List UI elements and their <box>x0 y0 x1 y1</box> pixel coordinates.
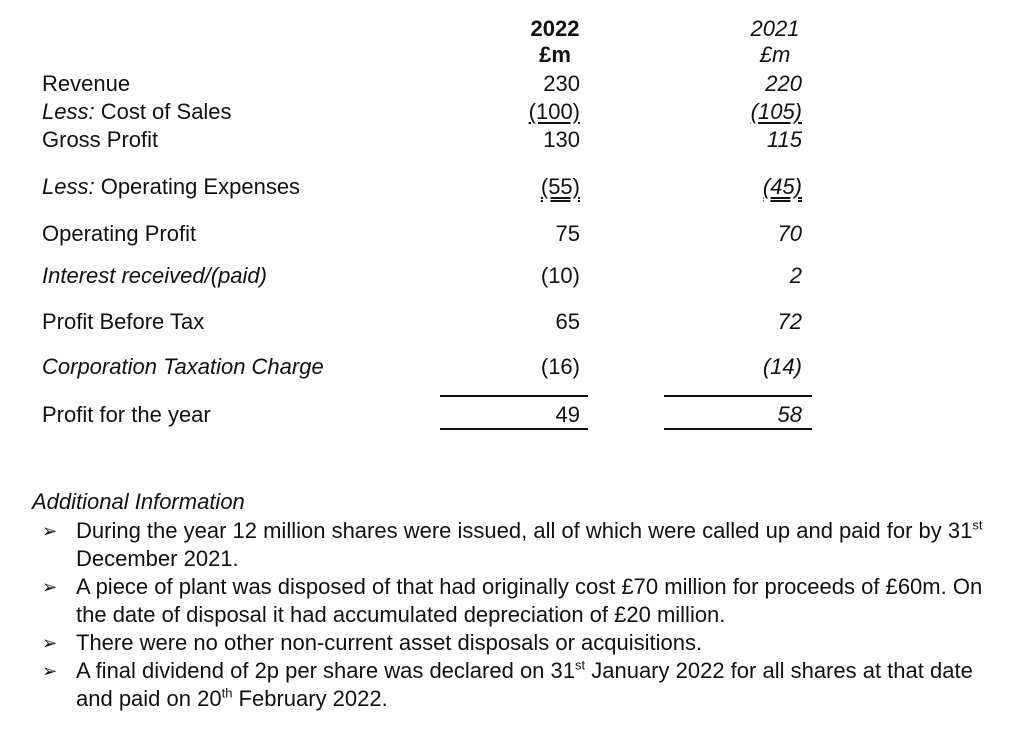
arrowhead-icon: ➢ <box>42 633 58 653</box>
row-label-operating-expenses: Less: Operating Expenses <box>42 174 301 199</box>
value-2021-operating-expenses: (45) <box>762 174 802 199</box>
note-item: ➢ A piece of plant was disposed of that had originally cost £70 million for proceeds of £60m. On the date of disposal it had accumulated depreciation of £20 million. <box>42 574 983 627</box>
value-2021-profit-before-tax: 72 <box>777 309 802 334</box>
value-2021-corporation-tax: (14) <box>762 354 802 379</box>
arrowhead-icon: ➢ <box>42 661 58 681</box>
row-label-operating-profit: Operating Profit <box>42 221 197 246</box>
row-label-profit-for-year: Profit for the year <box>42 402 211 427</box>
value-2022-profit-before-tax: 65 <box>555 309 580 334</box>
value-2022-operating-profit: 75 <box>555 221 580 246</box>
note-item: ➢ During the year 12 million shares were issued, all of which were called up and paid for by 31st December 2021. <box>42 517 983 571</box>
value-2021-operating-profit: 70 <box>777 221 802 246</box>
row-label-cost-of-sales: Less: Cost of Sales <box>42 99 232 124</box>
row-label-profit-before-tax: Profit Before Tax <box>42 309 205 334</box>
value-2022-cost-of-sales: (100) <box>528 99 580 124</box>
value-2022-profit-for-year: 49 <box>555 402 580 427</box>
value-2021-cost-of-sales: (105) <box>750 99 802 124</box>
row-label-gross-profit: Gross Profit <box>42 127 159 152</box>
additional-info-title: Additional Information <box>32 489 245 514</box>
total-rule-top-2022 <box>440 395 588 397</box>
row-label-corporation-tax: Corporation Taxation Charge <box>42 354 324 379</box>
col-2022-year: 2022 <box>530 16 580 41</box>
row-label-interest: Interest received/(paid) <box>42 263 267 288</box>
additional-info-list <box>30 517 990 713</box>
total-rule-bottom-2022 <box>440 428 588 430</box>
total-rule-top-2021 <box>664 395 812 397</box>
value-2022-operating-expenses: (55) <box>540 174 580 199</box>
row-label-revenue: Revenue <box>42 71 131 96</box>
value-2021-profit-for-year: 58 <box>777 402 802 427</box>
value-2022-corporation-tax: (16) <box>540 354 580 379</box>
value-2021-interest: 2 <box>789 263 802 288</box>
total-rule-bottom-2021 <box>664 428 812 430</box>
value-2021-revenue: 220 <box>765 71 802 96</box>
value-2022-gross-profit: 130 <box>543 127 580 152</box>
note-item: ➢ There were no other non-current asset disposals or acquisitions. <box>42 630 703 655</box>
col-2021-unit: £m <box>759 42 791 67</box>
value-2021-gross-profit: 115 <box>766 127 802 152</box>
value-2022-revenue: 230 <box>543 71 580 96</box>
arrowhead-icon: ➢ <box>42 521 58 541</box>
col-2022-unit: £m <box>539 42 571 67</box>
col-2021-year: 2021 <box>750 16 800 41</box>
arrowhead-icon: ➢ <box>42 577 58 597</box>
value-2022-interest: (10) <box>540 263 580 288</box>
note-item: ➢ A final dividend of 2p per share was declared on 31st January 2022 for all shares at that date and paid on 20th February 2022. <box>42 657 973 711</box>
